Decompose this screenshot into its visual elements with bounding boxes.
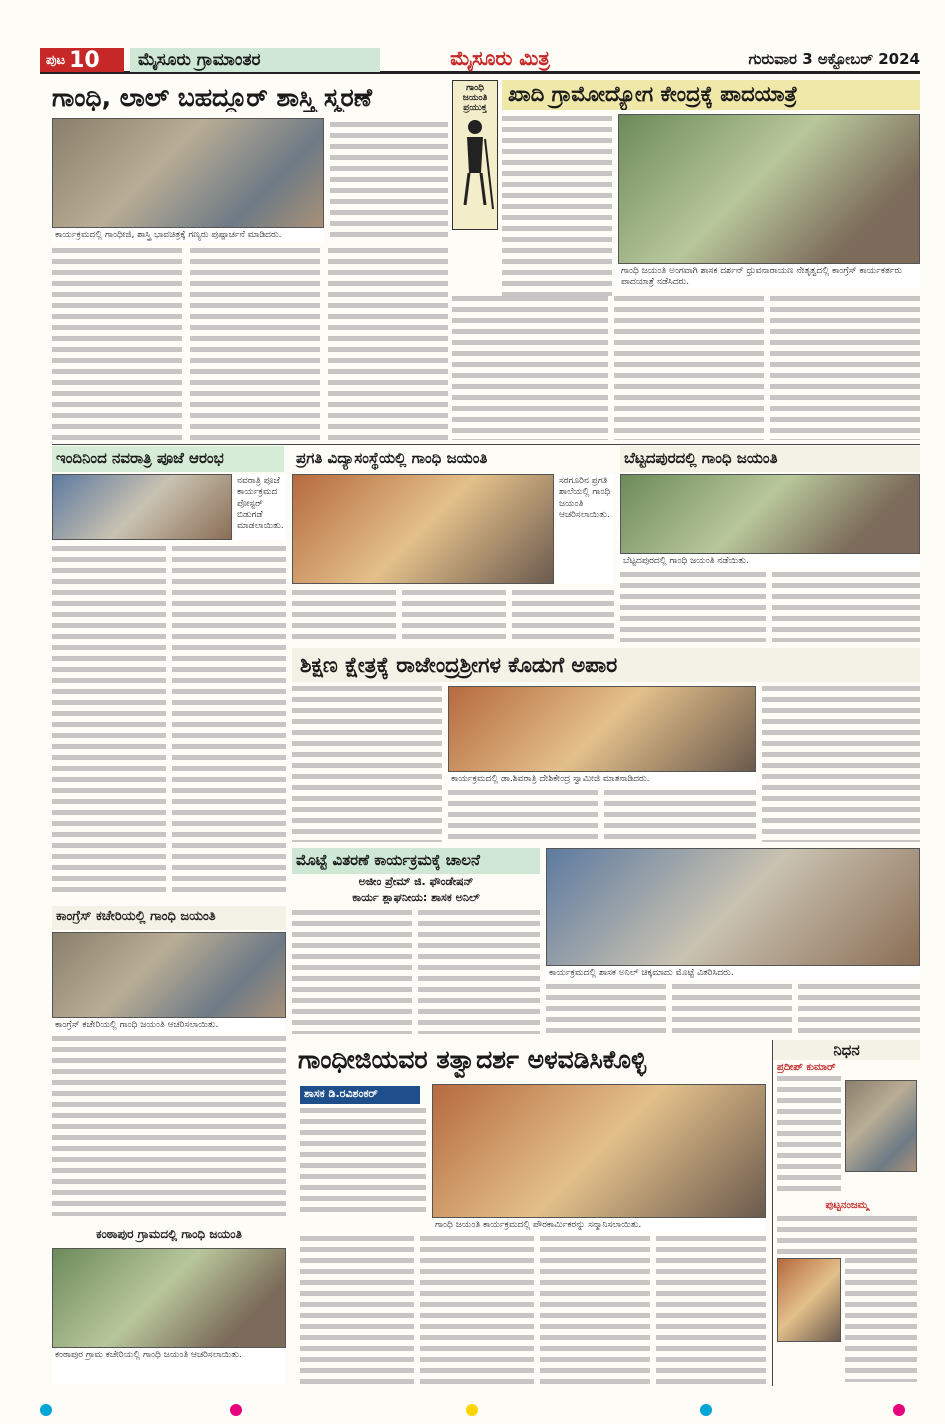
registration-mark	[700, 1404, 712, 1416]
caption-kanthapura: ಕಂಠಾಪುರ ಗ್ರಾಮ ಕಚೇರಿಯಲ್ಲಿ ಗಾಂಧಿ ಜಯಂತಿ ಆಚರಿಸಲಾಯಿತು.	[52, 1348, 286, 1384]
body-gandhian-col3	[420, 1236, 534, 1386]
registration-mark	[230, 1404, 242, 1416]
photo-gandhian-ideals	[432, 1084, 766, 1218]
page-label: ಪುಟ	[46, 52, 66, 68]
body-rajendra-col1	[292, 686, 442, 842]
section-title: ಮೈಸೂರು ಗ್ರಾಮಾಂತರ	[130, 48, 380, 72]
body-pragathi-col3	[512, 590, 614, 642]
obituary-text-2a	[777, 1216, 917, 1256]
obituary-photo-1	[845, 1080, 917, 1172]
headline-gandhi-shastri: ಗಾಂಧಿ, ಲಾಲ್ ಬಹದ್ದೂರ್ ಶಾಸ್ತ್ರಿ ಸ್ಮರಣೆ	[52, 84, 372, 112]
obituary-text-2b	[845, 1258, 917, 1382]
body-gandhi-col3	[328, 248, 448, 440]
gandhi-silhouette-icon	[453, 113, 497, 213]
body-khadi-col3	[614, 296, 764, 440]
photo-navaratri	[52, 474, 232, 540]
headline-pragathi: ಪ್ರಗತಿ ವಿದ್ಯಾಸಂಸ್ಥೆಯಲ್ಲಿ ಗಾಂಧಿ ಜಯಂತಿ	[296, 449, 488, 467]
caption-navaratri: ನವರಾತ್ರಿ ಪೂಜೆ ಕಾರ್ಯಕ್ರಮದ ಪೋಸ್ಟರ್ ಬಿಡುಗಡೆ ಮಾಡಲಾಯಿತು.	[234, 474, 286, 540]
caption-congress-office: ಕಾಂಗ್ರೆಸ್ ಕಚೇರಿಯಲ್ಲಿ ಗಾಂಧಿ ಜಯಂತಿ ಆಚರಿಸಲಾಯಿತು.	[52, 1018, 286, 1032]
headline-rajendra: ಶಿಕ್ಷಣ ಕ್ಷೇತ್ರಕ್ಕೆ ರಾಜೇಂದ್ರಶ್ರೀಗಳ ಕೊಡುಗೆ ಅಪಾರ	[292, 648, 920, 682]
gandhi-jayanti-tag	[452, 80, 498, 230]
obituary-photo-2	[777, 1258, 841, 1342]
tag-line-3: ಪ್ರಯುಕ್ತ	[463, 103, 487, 113]
caption-gandhian-ideals: ಗಾಂಧಿ ಜಯಂತಿ ಕಾರ್ಯಕ್ರಮದಲ್ಲಿ ಪೌರಕಾರ್ಮಿಕರನ್ನು ಸನ್ಮಾನಿಸಲಾಯಿತು.	[432, 1218, 766, 1232]
body-egg-col1	[292, 910, 412, 1034]
divider	[52, 444, 920, 445]
masthead	[40, 44, 920, 74]
photo-pragathi	[292, 474, 554, 584]
pullquote-gandhi	[330, 122, 448, 242]
body-gandhian-col5	[656, 1236, 766, 1386]
photo-kanthapura	[52, 1248, 286, 1348]
caption-gandhi-shastri: ಕಾರ್ಯಕ್ರಮದಲ್ಲಿ ಗಾಂಧೀಜಿ, ಶಾಸ್ತ್ರಿ ಭಾವಚಿತ್ರಕ್ಕೆ ಗಣ್ಯರು ಪುಷ್ಪಾರ್ಚನೆ ಮಾಡಿದರು.	[52, 228, 324, 242]
body-gandhian-col1	[300, 1108, 426, 1212]
headline-egg-distribution: ಮೊಟ್ಟೆ ವಿತರಣೆ ಕಾರ್ಯಕ್ರಮಕ್ಕೆ ಚಾಲನೆ	[292, 848, 540, 874]
headline-navaratri: ಇಂದಿನಿಂದ ನವರಾತ್ರಿ ಪೂಜೆ ಆರಂಭ	[52, 446, 284, 472]
body-pragathi-col2	[402, 590, 506, 642]
body-gandhi-col2	[190, 248, 320, 440]
photo-rajendra	[448, 686, 756, 772]
caption-bettadapura: ಬೆಟ್ಟದಪುರದಲ್ಲಿ ಗಾಂಧಿ ಜಯಂತಿ ನಡೆಯಿತು.	[620, 554, 920, 568]
headline-kanthapura: ಕಂಠಾಪುರ ಗ್ರಾಮದಲ್ಲಿ ಗಾಂಧಿ ಜಯಂತಿ	[96, 1227, 242, 1241]
body-egg-col4	[672, 984, 792, 1034]
body-rajendra-col2	[448, 790, 598, 842]
obituary-text-1	[777, 1076, 841, 1196]
caption-khadi-padayatra: ಗಾಂಧಿ ಜಯಂತಿ ಅಂಗವಾಗಿ ಶಾಸಕ ದರ್ಶನ್ ಧ್ರುವನಾರಾಯಣ ನೇತೃತ್ವದಲ್ಲಿ ಕಾಂಗ್ರೆಸ್ ಕಾರ್ಯಕರ್ತರು ಪಾದಯಾತ್ರೆ ನಡೆಸಿದರು.	[618, 264, 920, 288]
subhead-gandhian-ideals: ಶಾಸಕ ಡಿ.ರವಿಶಂಕರ್	[300, 1086, 420, 1104]
newspaper-logo: ಮೈಸೂರು ಮಿತ್ರ	[450, 46, 550, 70]
body-egg-col3	[546, 984, 666, 1034]
body-rajendra-col4	[762, 686, 920, 842]
photo-gandhi-shastri	[52, 118, 324, 228]
body-navaratri-col1	[52, 546, 166, 898]
obituary-name-2: ಪುಟ್ಟನಂಜಮ್ಮ	[825, 1200, 869, 1211]
subhead-egg-mla: ಕಾರ್ಯ ಶ್ಲಾಘನೀಯ: ಶಾಸಕ ಅನಿಲ್	[352, 892, 480, 904]
body-egg-col2	[418, 910, 540, 1034]
headline-gandhian-ideals: ಗಾಂಧೀಜಿಯವರ ತತ್ವಾದರ್ಶ ಅಳವಡಿಸಿಕೊಳ್ಳಿ	[298, 1045, 647, 1074]
body-khadi-col4	[770, 296, 920, 440]
body-pragathi-col1	[292, 590, 396, 642]
registration-mark	[40, 1404, 52, 1416]
registration-mark	[893, 1404, 905, 1416]
body-navaratri-col2	[172, 546, 286, 898]
body-rajendra-col3	[604, 790, 756, 842]
tag-line-2: ಜಯಂತಿ	[462, 93, 488, 103]
photo-bettadapura	[620, 474, 920, 554]
page-number: 10	[69, 47, 100, 73]
headline-khadi-padayatra: ಖಾದಿ ಗ್ರಾಮೋದ್ಯೋಗ ಕೇಂದ್ರಕ್ಕೆ ಪಾದಯಾತ್ರೆ	[502, 80, 920, 110]
issue-date: ಗುರುವಾರ 3 ಅಕ್ಟೋಬರ್ 2024	[748, 50, 920, 68]
tag-line-1: ಗಾಂಧಿ	[466, 83, 484, 93]
body-khadi-col2	[452, 296, 608, 440]
obituary-name-1: ಪ್ರದೀಪ್ ಕುಮಾರ್	[777, 1062, 836, 1073]
body-bettadapura-col2	[772, 572, 920, 642]
body-gandhian-col4	[540, 1236, 650, 1386]
page-number-badge	[40, 48, 124, 72]
obituary-header: ನಿಧನ	[773, 1040, 920, 1060]
obituary-column	[772, 1040, 920, 1386]
photo-egg-distribution	[546, 848, 920, 966]
subhead-egg-foundation: ಅಜೀಂ ಪ್ರೇಮ್ ಜಿ. ಫೌಂಡೇಷನ್	[358, 876, 474, 888]
caption-pragathi: ಸರಗೂರಿನ ಪ್ರಗತಿ ಶಾಲೆಯಲ್ಲಿ ಗಾಂಧಿ ಜಯಂತಿ ಆಚರಿಸಲಾಯಿತು.	[556, 474, 614, 584]
headline-congress-office: ಕಾಂಗ್ರೆಸ್ ಕಚೇರಿಯಲ್ಲಿ ಗಾಂಧಿ ಜಯಂತಿ	[52, 906, 286, 930]
photo-khadi-padayatra	[618, 114, 920, 264]
headline-bettadapura: ಬೆಟ್ಟದಪುರದಲ್ಲಿ ಗಾಂಧಿ ಜಯಂತಿ	[620, 446, 920, 472]
caption-rajendra: ಕಾರ್ಯಕ್ರಮದಲ್ಲಿ ಡಾ.ಶಿವರಾತ್ರಿ ದೇಶಿಕೇಂದ್ರ ಸ್ವಾಮೀಜಿ ಮಾತನಾಡಿದರು.	[448, 772, 756, 786]
registration-mark	[466, 1404, 478, 1416]
body-gandhian-col2	[300, 1236, 414, 1386]
body-bettadapura-col1	[620, 572, 766, 642]
photo-congress-office	[52, 932, 286, 1018]
body-gandhi-col1	[52, 248, 182, 440]
caption-egg-distribution: ಕಾರ್ಯಕ್ರಮದಲ್ಲಿ ಶಾಸಕ ಅನಿಲ್ ಚಿಕ್ಕಮಾದು ಮೊಟ್ಟೆ ವಿತರಿಸಿದರು.	[546, 966, 920, 980]
body-egg-col5	[798, 984, 920, 1034]
body-khadi-col1	[502, 116, 612, 296]
body-congress-office	[52, 1036, 286, 1216]
